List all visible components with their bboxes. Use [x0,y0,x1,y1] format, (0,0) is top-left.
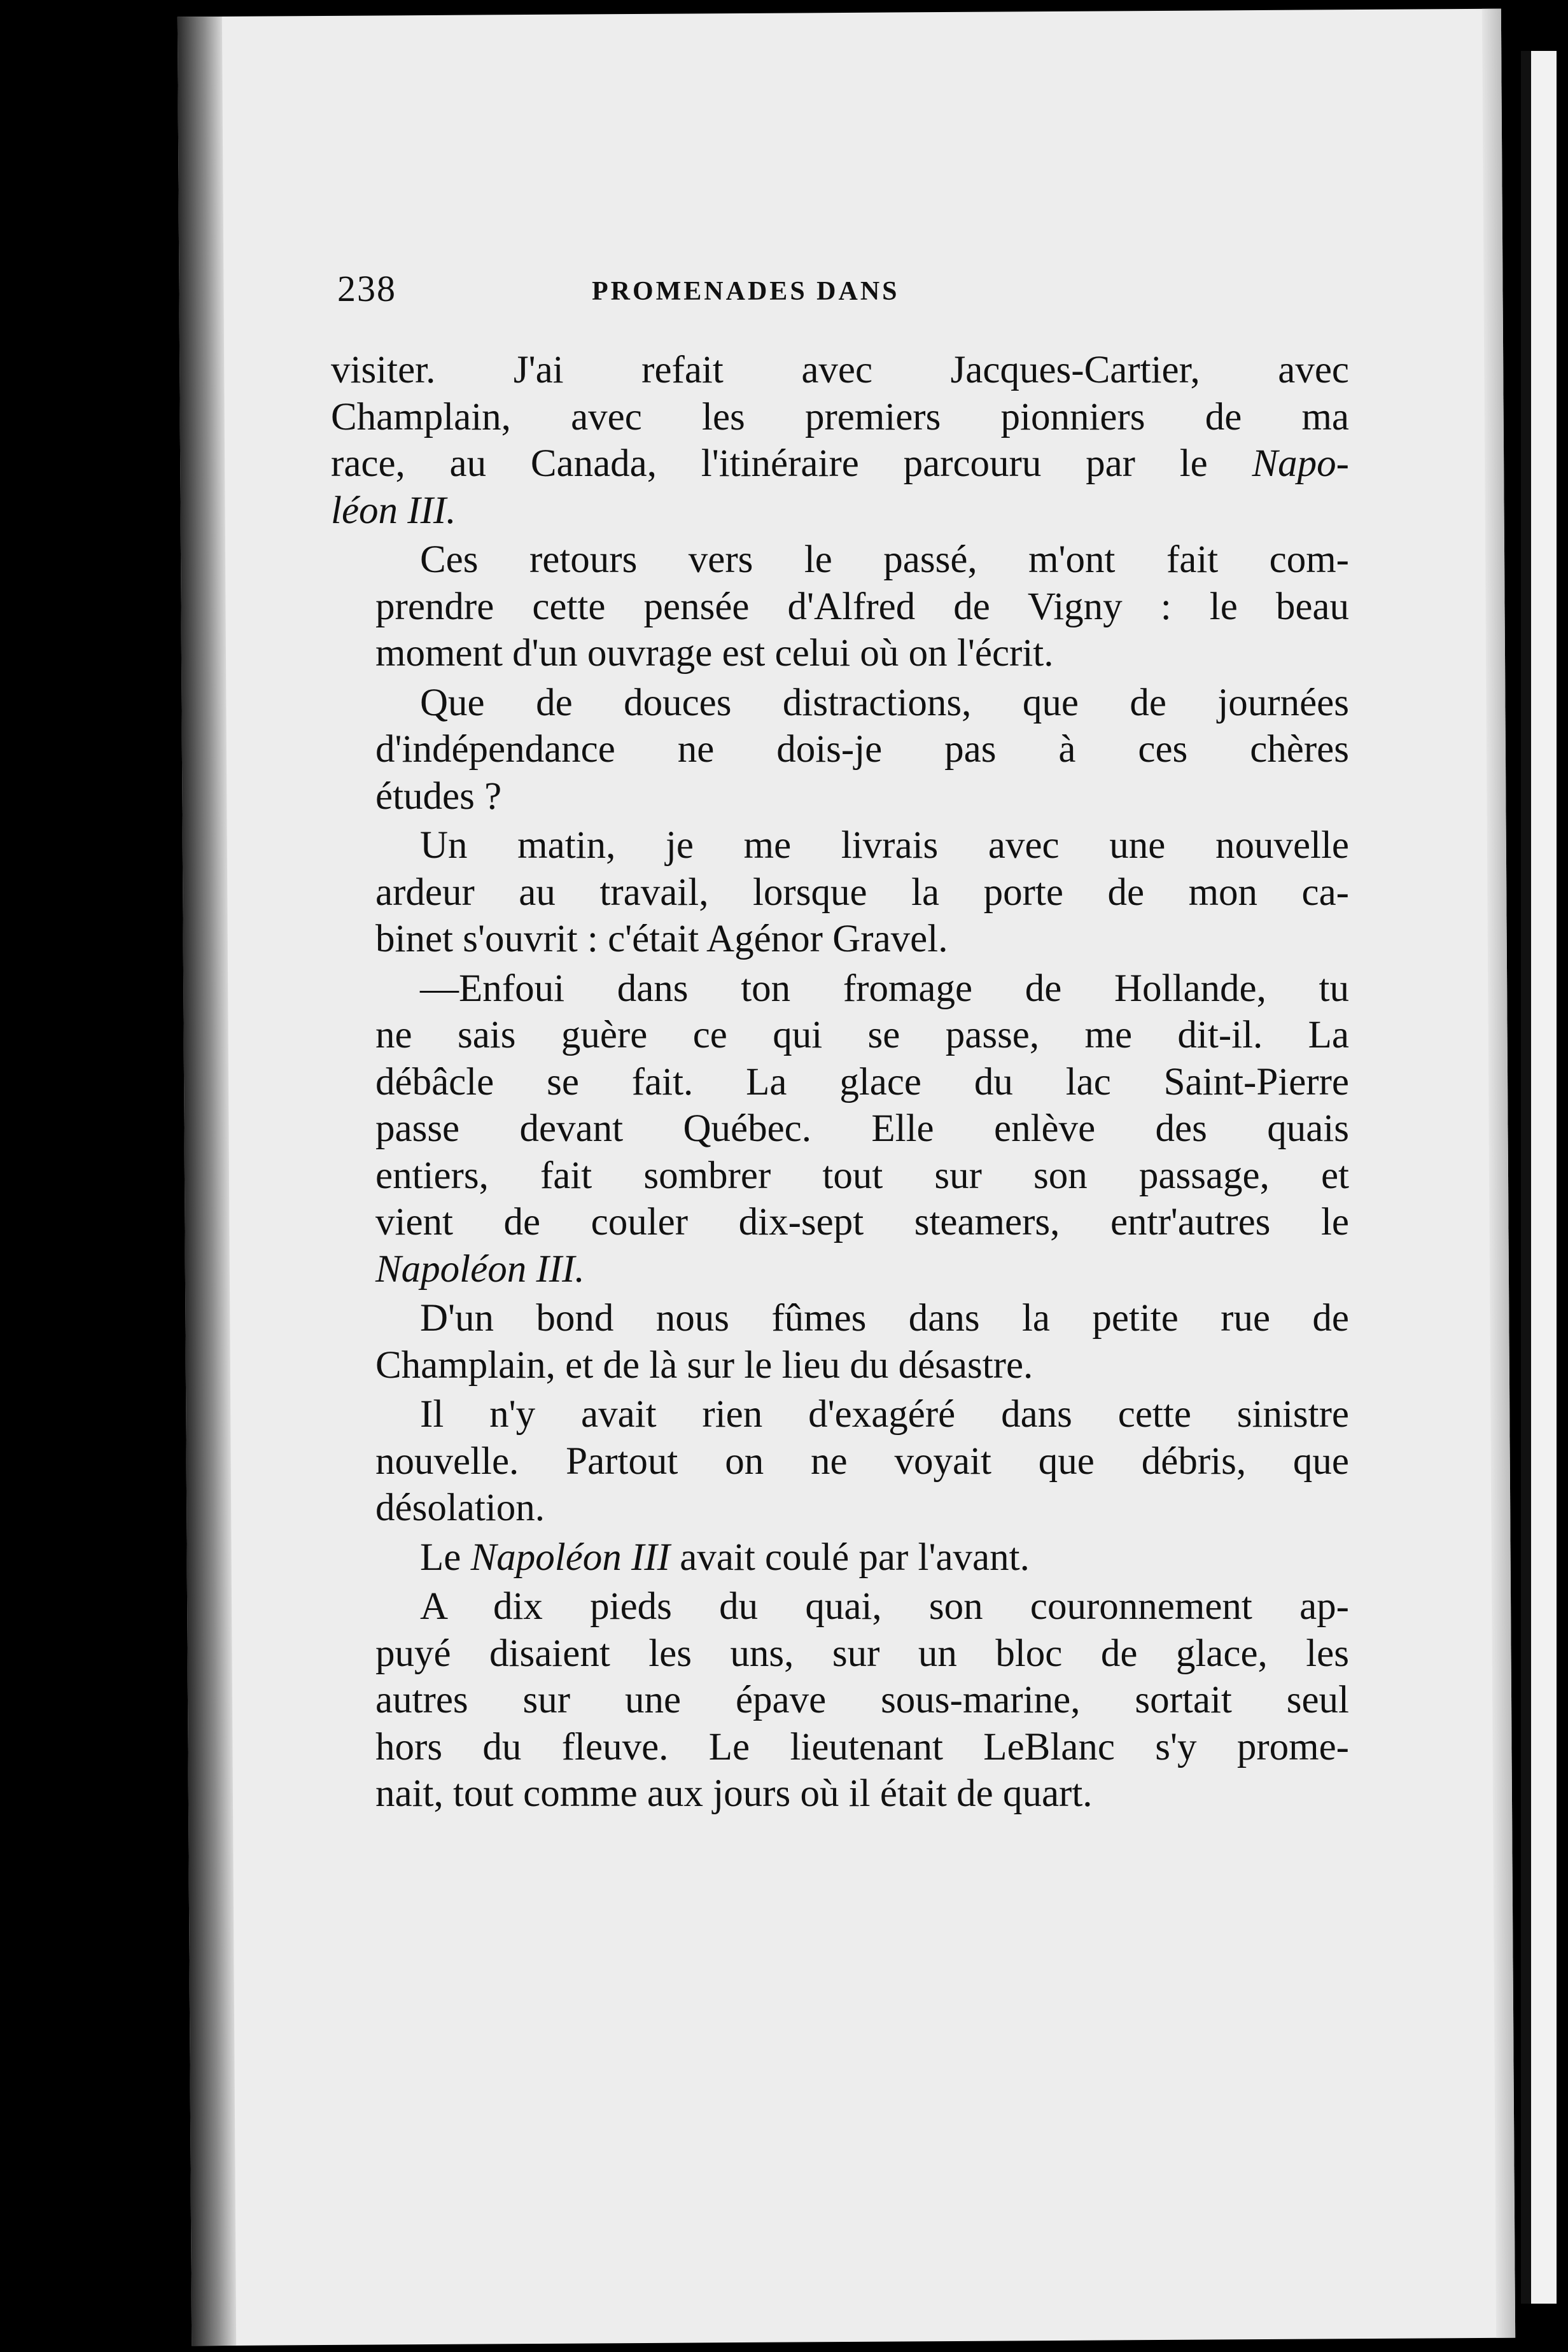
text-line: prendre cette pensée d'Alfred de Vigny : le beau [375,585,1349,628]
text-line: débâcle se fait. La glace du lac Saint-Pierre [375,1060,1349,1103]
text-line: Le Napoléon III avait coulé par l'avant. [420,1536,1030,1579]
text-line: Champlain, avec les premiers pionniers de ma [331,395,1349,438]
text-line: désolation. [375,1487,545,1529]
text-line: nouvelle. Partout on ne voyait que débris, que [375,1439,1349,1483]
text-line: ne sais guère ce qui se passe, me dit-il. La [375,1014,1349,1056]
text-line: Il n'y avait rien d'exagéré dans cette sinistre [420,1393,1349,1436]
page-number: 238 [337,268,396,309]
paragraph [331,822,1349,963]
text-line: passe devant Québec. Elle enlève des quais [375,1107,1349,1150]
text-line: Ces retours vers le passé, m'ont fait com- [420,538,1349,581]
text-line: Que de douces distractions, que de journées [420,681,1349,724]
paragraph [331,347,1349,534]
adjacent-page-edge [1521,51,1557,2304]
italic-ship-name: léon III. [331,489,456,532]
text-line: Champlain, et de là sur le lieu du désastre. [375,1343,1033,1387]
text-line: hors du fleuve. Le lieutenant LeBlanc s'y prome- [375,1725,1349,1768]
text-line: visiter. J'ai refait avec Jacques-Cartier, avec [331,349,1349,391]
body-text [331,347,1349,1820]
text-line: binet s'ouvrit : c'était Agénor Gravel. [375,918,948,960]
paragraph [331,536,1349,677]
text-line: Un matin, je me livrais avec une nouvelle [420,824,1349,867]
paragraph [331,680,1349,820]
italic-ship-name: Napo- [1252,442,1349,485]
text-line: études ? [375,774,502,818]
text-line: d'indépendance ne dois-je pas à ces chères [375,728,1349,771]
text-line: moment d'un ouvrage est celui où on l'écrit. [375,632,1054,675]
paragraph [331,1391,1349,1532]
paragraph [331,1295,1349,1389]
page-header [337,267,1343,318]
italic-ship-name: Napoléon III [470,1536,670,1579]
italic-ship-name: Napoléon III. [375,1247,585,1291]
paragraph [331,965,1349,1293]
text-line: entiers, fait sombrer tout sur son passage, et [375,1154,1349,1197]
running-head: PROMENADES DANS [592,277,900,306]
text-line: race, au Canada, l'itinéraire parcouru par le Napo- [331,442,1349,485]
text-line [331,1246,1349,1293]
paragraph [331,1534,1349,1581]
text-line: A dix pieds du quai, son couronnement ap- [420,1585,1349,1628]
text-line: D'un bond nous fûmes dans la petite rue de [420,1297,1349,1340]
text-line [331,487,1349,535]
text-line: autres sur une épave sous-marine, sortait seul [375,1679,1349,1721]
paragraph [331,1583,1349,1817]
text-line: —Enfoui dans ton fromage de Hollande, tu [420,967,1349,1010]
text-line: puyé disaient les uns, sur un bloc de glace, les [375,1632,1349,1675]
text-line: ardeur au travail, lorsque la porte de mon ca- [375,871,1349,914]
text-line: vient de couler dix-sept steamers, entr'autres le [375,1201,1349,1243]
text-line: nait, tout comme aux jours où il était de quart. [375,1772,1093,1815]
